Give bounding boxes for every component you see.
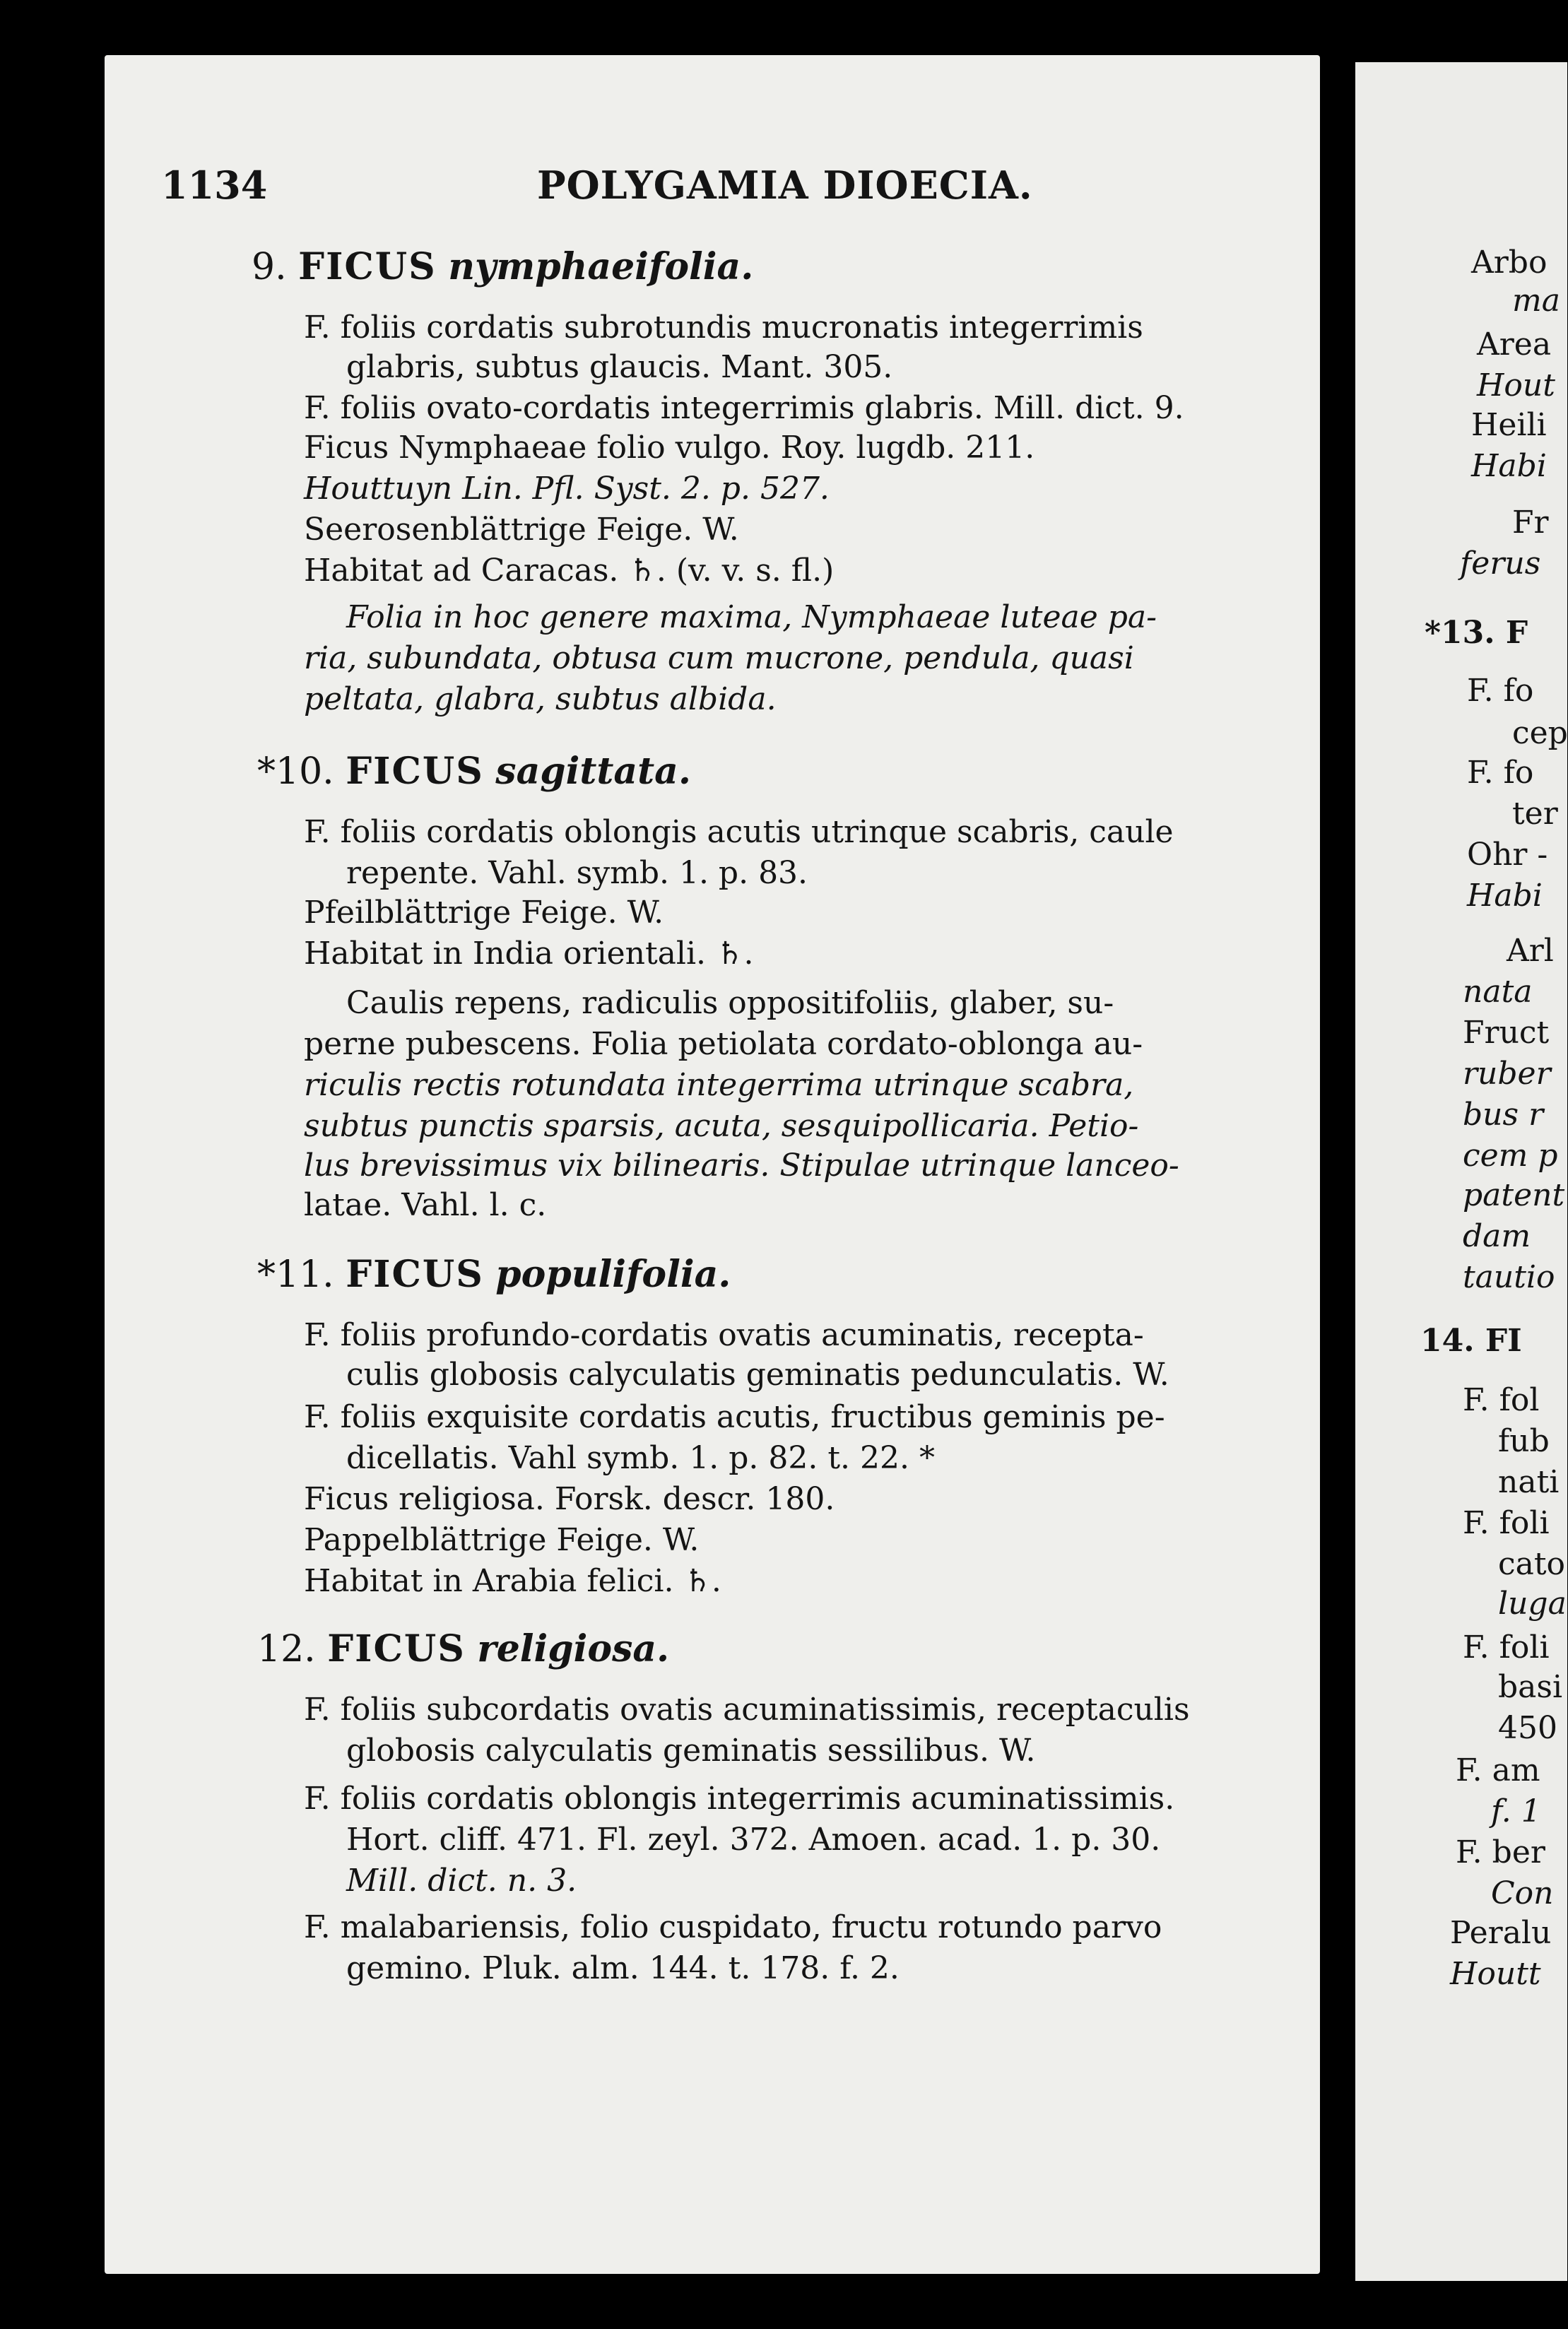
text-line: dicellatis. Vahl symb. 1. p. 82. t. 22. * [346,1440,935,1476]
text-line: Ficus Nymphaeae folio vulgo. Roy. lugdb. 211. [304,430,1035,466]
right-fragment: F. fo [1467,755,1534,791]
right-fragment: Area [1477,326,1552,362]
text-line: Mill. dict. n. 3. [346,1863,577,1899]
text-line: Seerosenblättrige Feige. W. [304,512,739,548]
right-fragment: *13. F [1425,615,1528,651]
right-fragment: Peralu [1450,1915,1552,1951]
right-fragment: Habi [1471,448,1547,484]
entry-heading: 12. FICUS religiosa. [257,1627,670,1670]
right-fragment: basi [1498,1669,1563,1705]
right-fragment: F. foli [1463,1505,1550,1541]
right-fragment: 450 [1498,1710,1557,1746]
right-fragment: Arbo [1471,244,1548,281]
right-fragment: tautio [1463,1259,1555,1295]
right-fragment: Ohr - [1467,837,1548,873]
right-fragment: cep [1512,715,1568,751]
text-line: ria, subundata, obtusa cum mucrone, pendula, quasi [304,640,1134,676]
page-gutter [1320,0,1355,2329]
running-title: POLYGAMIA DIOECIA. [537,163,1033,208]
entry-heading: 9. FICUS nymphaeifolia. [252,245,754,288]
right-fragment: cato [1498,1546,1566,1582]
right-fragment: F. foli [1463,1629,1550,1665]
right-fragment: nati [1498,1464,1560,1500]
text-line: Caulis repens, radiculis oppositifoliis, glaber, su- [346,985,1114,1021]
text-line: Pappelblättrige Feige. W. [304,1522,700,1558]
text-line: F. foliis ovato-cordatis integerrimis glabris. Mill. dict. 9. [304,390,1184,426]
right-fragment: bus r [1463,1097,1544,1133]
text-line: riculis rectis rotundata integerrima utrinque scabra, [304,1067,1134,1103]
right-fragment: F. am [1456,1752,1540,1788]
text-line: Habitat in Arabia felici. ♄. [304,1563,721,1599]
right-fragment: Fruct [1463,1015,1550,1051]
right-fragment: ma [1512,283,1560,319]
text-line: Houttuyn Lin. Pfl. Syst. 2. p. 527. [304,471,830,507]
right-fragment: Fr [1512,505,1549,541]
text-line: F. malabariensis, folio cuspidato, fructu rotundo parvo [304,1909,1162,1945]
text-line: Habitat ad Caracas. ♄. (v. v. s. fl.) [304,553,835,589]
right-fragment: cem p [1463,1138,1558,1174]
right-fragment: Hout [1477,367,1555,403]
text-line: Pfeilblättrige Feige. W. [304,895,664,931]
page-number: 1134 [161,163,268,208]
text-line: Habitat in India orientali. ♄. [304,936,754,972]
right-fragment: Arl [1507,933,1554,969]
text-line: Hort. cliff. 471. Fl. zeyl. 372. Amoen. acad. 1. p. 30. [346,1822,1161,1858]
right-fragment: patent [1463,1177,1565,1213]
entry-heading: *11. FICUS populifolia. [257,1253,731,1296]
text-line: culis globosis calyculatis geminatis pedunculatis. W. [346,1357,1169,1393]
text-line: latae. Vahl. l. c. [304,1187,547,1223]
text-line: Folia in hoc genere maxima, Nymphaeae luteae pa- [346,599,1157,635]
right-fragment: F. ber [1456,1834,1545,1870]
text-line: F. foliis cordatis subrotundis mucronatis integerrimis [304,309,1143,346]
right-fragment: nata [1463,974,1533,1010]
right-fragment: luga [1498,1586,1567,1622]
text-line: repente. Vahl. symb. 1. p. 83. [346,855,808,891]
text-line: subtus punctis sparsis, acuta, sesquipollicaria. Petio- [304,1108,1139,1144]
right-fragment: ferus [1460,546,1541,582]
entry-heading: *10. FICUS sagittata. [257,750,691,793]
right-fragment: 14. FI [1420,1323,1522,1359]
text-line: F. foliis profundo-cordatis ovatis acuminatis, recepta- [304,1317,1144,1353]
text-line: lus brevissimus vix bilinearis. Stipulae utrinque lanceo- [304,1148,1179,1184]
text-line: glabris, subtus glaucis. Mant. 305. [346,349,893,385]
right-fragment: dam [1463,1218,1531,1254]
right-fragment: f. 1 [1491,1793,1541,1829]
right-fragment: Habi [1467,878,1543,914]
text-line: globosis calyculatis geminatis sessilibus. W. [346,1733,1036,1769]
right-fragment: Con [1491,1875,1554,1911]
text-line: F. foliis cordatis oblongis integerrimis acuminatissimis. [304,1781,1175,1817]
text-line: peltata, glabra, subtus albida. [304,681,777,717]
text-line: F. foliis subcordatis ovatis acuminatissimis, receptaculis [304,1692,1190,1728]
right-fragment: ter [1512,796,1558,832]
right-fragment: Heili [1471,407,1547,443]
right-fragment: Houtt [1450,1956,1541,1992]
right-fragment: F. fol [1463,1382,1540,1418]
text-line: F. foliis exquisite cordatis acutis, fructibus geminis pe- [304,1399,1165,1435]
right-fragment: fub [1498,1423,1550,1459]
text-line: perne pubescens. Folia petiolata cordato-oblonga au- [304,1026,1143,1062]
text-line: Ficus religiosa. Forsk. descr. 180. [304,1481,835,1517]
right-fragment: F. fo [1467,673,1534,709]
text-line: gemino. Pluk. alm. 144. t. 178. f. 2. [346,1950,900,1986]
text-line: F. foliis cordatis oblongis acutis utrinque scabris, caule [304,814,1174,850]
right-fragment: ruber [1463,1056,1551,1092]
